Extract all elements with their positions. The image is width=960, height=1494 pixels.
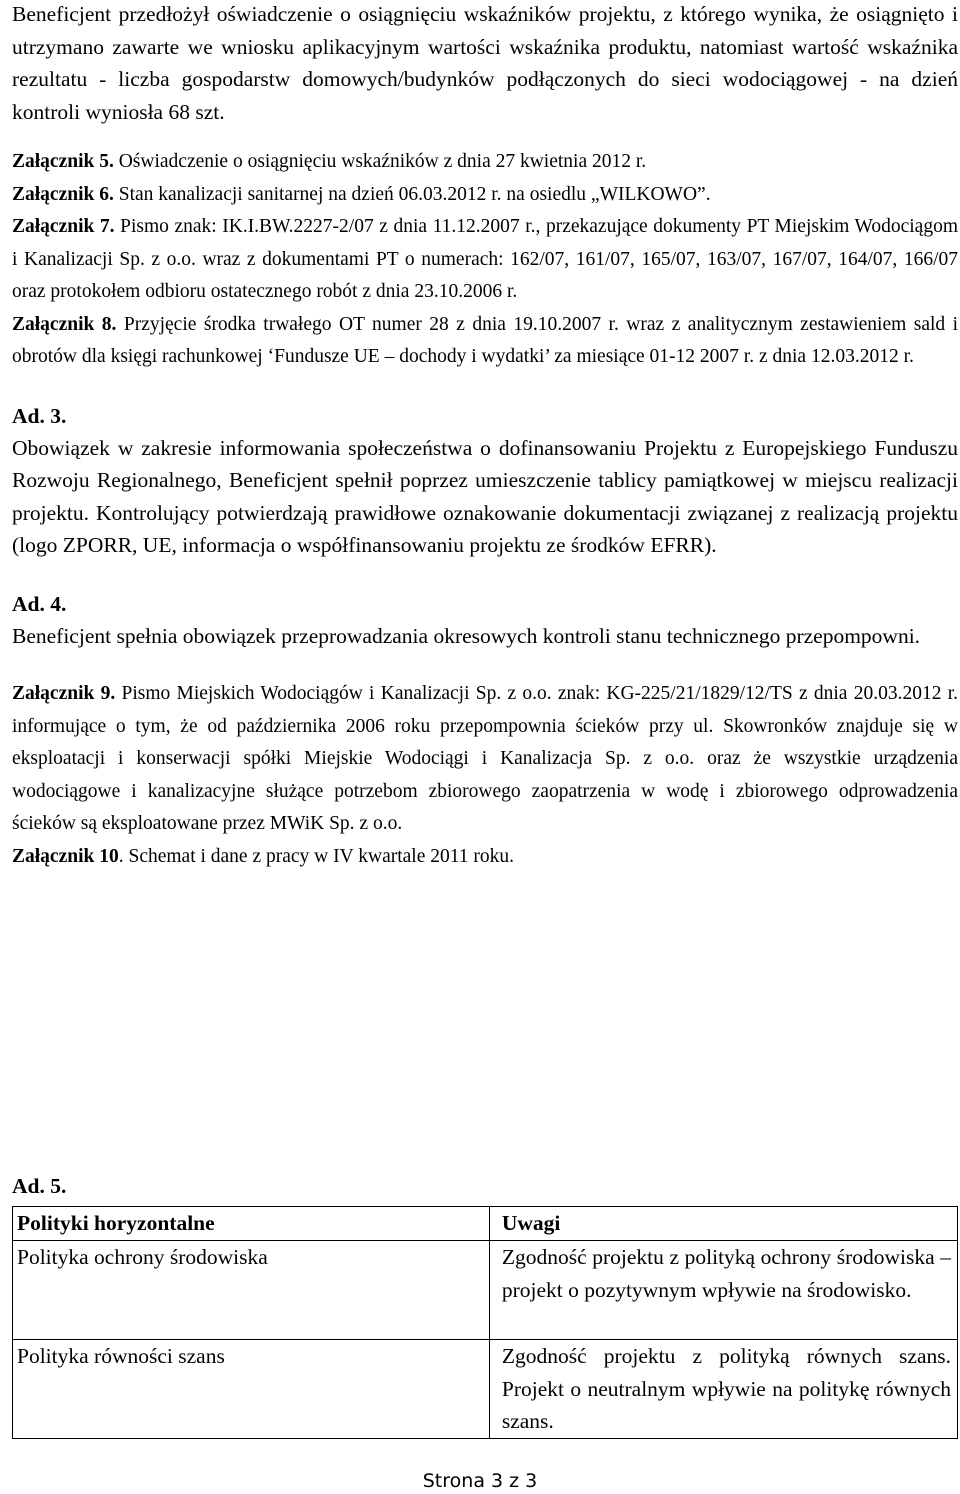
table-row — [13, 1241, 958, 1340]
ad4-paragraph: Beneficjent spełnia obowiązek przeprowadzania okresowych kontroli stanu technicznego przepompowni. — [12, 623, 921, 648]
attachment-text: . Schemat i dane z pracy w IV kwartale 2011 roku. — [118, 845, 515, 867]
attachment-9 — [12, 678, 958, 841]
attachment-5 — [12, 146, 958, 179]
intro-paragraph: Beneficjent przedłożył oświadczenie o osiągnięciu wskaźników projektu, z którego wynika, że osiągnięto i utrzymano zawarte we wniosku aplikacyjnym wartości wskaźnika produktu, natomiast wartość wskaźnika rezultatu - liczba gospodarstw domowych/budynków podłączonych do sieci wodociągowej - na dzień kontroli wyniosła 68 szt. — [12, 2, 958, 124]
page-number-footer: Strona 3 z 3 — [422, 1470, 538, 1492]
attachment-label: Załącznik 7. — [12, 216, 115, 237]
spacer — [12, 652, 958, 678]
attachment-text: Pismo Miejskich Wodociągów i Kanalizacji Sp. z o.o. znak: KG-225/21/1829/12/TS z dnia 20.03.2012 r. informujące o tym, że od października 2006 roku przepompownia ścieków przy ul. Skowronków znajduje się w eksploatacji i konserwacji spółki Miejskie Wodociągi i Kanalizacja Sp. z o.o. oraz że wszystkie urządzenia wodociągowe i kanalizacyjne służące potrzebom zbiorowego zaopatrzenia w wodę i zbiorowego odprowadzenia ścieków są eksploatowane przez MWiK Sp. z o.o. — [12, 683, 959, 834]
attachment-text: Przyjęcie środka trwałego OT numer 28 z dnia 19.10.2007 r. wraz z analitycznym zestawieniem sald i obrotów dla księgi rachunkowej ‘Fundusze UE – dochody i wydatki’ za miesiące 01-12 2007 r. z dnia 12.03.2012 r. — [12, 313, 959, 367]
attachment-6 — [12, 179, 958, 212]
attachment-text: Pismo znak: IK.I.BW.2227-2/07 z dnia 11.12.2007 r., przekazujące dokumenty PT Miejskim Wodociągom i Kanalizacji Sp. z o.o. wraz z dokumentami PT o numerach: 162/07, 161/07, 165/07, 163/07, 167/07, 164/07, 166/07 oraz protokołem odbioru ostatecznego robót z dnia 23.10.2006 r. — [12, 216, 959, 302]
attachment-text: Stan kanalizacji sanitarnej na dzień 06.03.2012 r. na osiedlu „WILKOWO”. — [113, 183, 711, 205]
table-cell-policy: Polityka równości szans — [13, 1340, 490, 1439]
table-header-policy: Polityki horyzontalne — [13, 1207, 490, 1241]
attachment-7 — [12, 211, 958, 309]
table-cell-policy: Polityka ochrony środowiska — [13, 1241, 490, 1340]
spacer — [12, 128, 958, 146]
table-cell-note: Zgodność projektu z polityką równych szans. Projekt o neutralnym wpływie na politykę równych szans. — [501, 1344, 951, 1433]
attachment-label: Załącznik 5. — [12, 151, 114, 172]
spacer — [12, 562, 958, 588]
document-page — [12, 0, 959, 1433]
spacer — [12, 374, 958, 400]
ad3-paragraph: Obowiązek w zakresie informowania społeczeństwa o dofinansowaniu Projektu z Europejskiego Funduszu Rozwoju Regionalnego, Beneficjent spełnił poprzez umieszczenie tablicy pamiątkowej w miejscu realizacji projektu. Kontrolujący potwierdzają prawidłowe oznakowanie dokumentacji związanej z realizacją projektu (logo ZPORR, UE, informacja o współfinansowaniu projektu ze środków EFRR). — [12, 435, 958, 557]
attachment-label: Załącznik 10 — [12, 845, 119, 867]
ad4-heading: Ad. 4. — [12, 591, 67, 616]
table-header-notes: Uwagi — [489, 1207, 957, 1241]
table-row — [13, 1340, 958, 1439]
ad5-heading: Ad. 5. — [12, 1174, 67, 1198]
attachment-text: Oświadczenie o osiągnięciu wskaźników z dnia 27 kwietnia 2012 r. — [113, 151, 647, 172]
attachment-10 — [12, 841, 958, 874]
attachment-label: Załącznik 8. — [12, 313, 117, 335]
ad3-heading: Ad. 3. — [12, 403, 67, 428]
table-cell-note: Zgodność projektu z polityką ochrony środowiska – projekt o pozytywnym wpływie na środowisko. — [489, 1241, 957, 1340]
attachment-8 — [12, 309, 958, 374]
table-header-row — [13, 1207, 958, 1241]
attachment-label: Załącznik 9. — [12, 683, 116, 704]
horizontal-policies-table — [12, 1206, 958, 1439]
attachment-label: Załącznik 6. — [12, 183, 114, 205]
